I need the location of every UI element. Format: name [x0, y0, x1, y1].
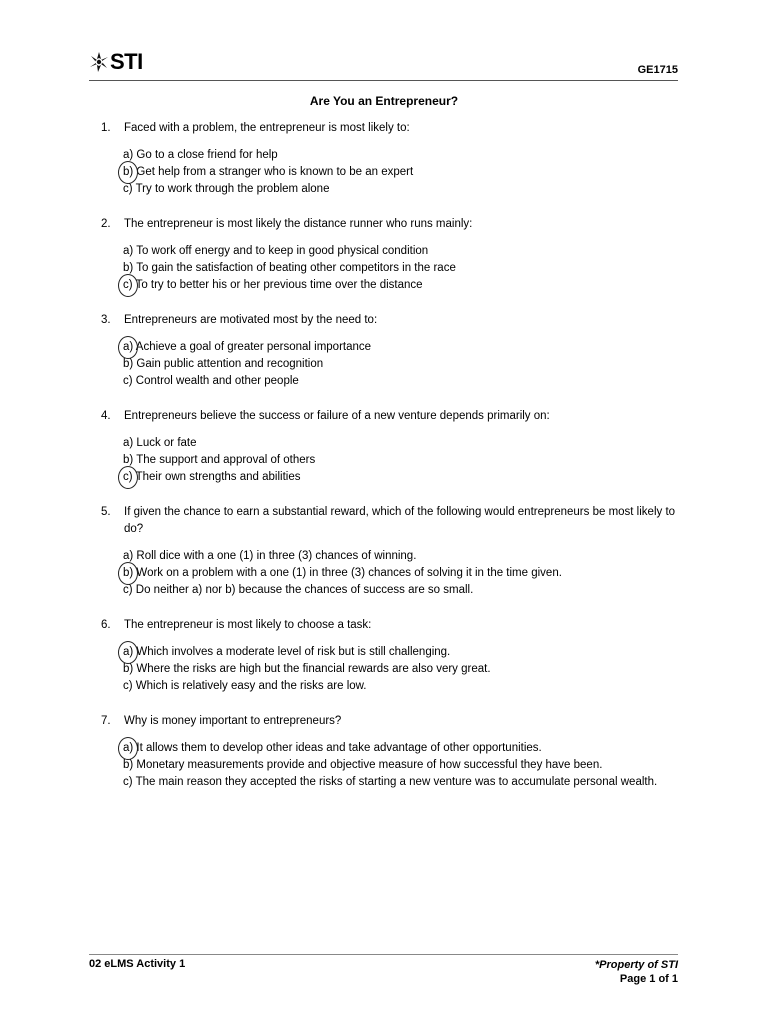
- answer-option: c) Try to work through the problem alone: [123, 183, 330, 195]
- question-number: 2.: [101, 218, 111, 230]
- question-item: [101, 408, 681, 486]
- sti-logo: [89, 50, 143, 74]
- question-text: Faced with a problem, the entrepreneur is most likely to:: [124, 122, 410, 134]
- question-text: Why is money important to entrepreneurs?: [124, 715, 342, 727]
- question-text: The entrepreneur is most likely the distance runner who runs mainly:: [124, 218, 473, 230]
- question-item: [101, 504, 681, 599]
- question-text: If given the chance to earn a substantial reward, which of the following would entrepreneurs be most likely to do?: [124, 506, 676, 535]
- question-number: 4.: [101, 410, 111, 422]
- answer-options: [123, 435, 681, 486]
- answer-options: [123, 644, 681, 695]
- answer-option: b) Monetary measurements provide and objective measure of how successful they have been.: [123, 759, 603, 771]
- answer-option-selected: b) Get help from a stranger who is known to be an expert: [123, 164, 681, 181]
- page-number: Page 1 of 1: [619, 973, 678, 985]
- answer-option-selected: c) Their own strengths and abilities: [123, 469, 681, 486]
- logo-text: STI: [110, 49, 143, 74]
- page-header: [89, 50, 678, 80]
- page-title: Are You an Entrepreneur?: [309, 94, 459, 108]
- question-text: Entrepreneurs believe the success or failure of a new venture depends primarily on:: [124, 410, 550, 422]
- answer-option-selected: b) Work on a problem with a one (1) in three (3) chances of solving it in the time given.: [123, 565, 681, 582]
- answer-option: b) Where the risks are high but the financial rewards are also very great.: [123, 663, 491, 675]
- question-list: [101, 120, 681, 809]
- answer-options: [123, 740, 681, 791]
- footer-divider: [89, 954, 678, 955]
- answer-option-selected: a) Which involves a moderate level of risk but is still challenging.: [123, 644, 681, 661]
- question-number: 1.: [101, 122, 111, 134]
- answer-option: a) Roll dice with a one (1) in three (3) chances of winning.: [123, 550, 417, 562]
- question-number: 7.: [101, 715, 111, 727]
- question-text: The entrepreneur is most likely to choose a task:: [124, 619, 372, 631]
- header-divider: [89, 80, 678, 81]
- property-notice: *Property of STI: [594, 959, 678, 971]
- answer-option-selected: a) Achieve a goal of greater personal importance: [123, 339, 681, 356]
- answer-options: [123, 243, 681, 294]
- sti-logo-mark-icon: [89, 51, 109, 73]
- answer-option: c) Which is relatively easy and the risks are low.: [123, 680, 367, 692]
- answer-options: [123, 339, 681, 390]
- question-item: [101, 617, 681, 695]
- answer-options: [123, 147, 681, 198]
- answer-option: c) Control wealth and other people: [123, 375, 299, 387]
- answer-options: [123, 548, 681, 599]
- question-item: [101, 216, 681, 294]
- question-number: 6.: [101, 619, 111, 631]
- answer-option: a) Go to a close friend for help: [123, 149, 278, 161]
- answer-option-selected: a) It allows them to develop other ideas and take advantage of other opportunities.: [123, 740, 681, 757]
- footer-activity-label: 02 eLMS Activity 1: [89, 958, 186, 970]
- answer-option: a) To work off energy and to keep in good physical condition: [123, 245, 429, 257]
- question-item: [101, 713, 681, 791]
- question-item: [101, 120, 681, 198]
- question-number: 3.: [101, 314, 111, 326]
- answer-option: a) Luck or fate: [123, 437, 197, 449]
- question-number: 5.: [101, 506, 111, 518]
- answer-option: c) Do neither a) nor b) because the chances of success are so small.: [123, 584, 474, 596]
- answer-option: b) Gain public attention and recognition: [123, 358, 324, 370]
- footer-right: [595, 958, 678, 986]
- question-item: [101, 312, 681, 390]
- document-code: GE1715: [637, 64, 678, 76]
- answer-option: b) The support and approval of others: [123, 454, 316, 466]
- answer-option-selected: c) To try to better his or her previous time over the distance: [123, 277, 681, 294]
- question-text: Entrepreneurs are motivated most by the need to:: [124, 314, 378, 326]
- answer-option: b) To gain the satisfaction of beating other competitors in the race: [123, 262, 456, 274]
- answer-option: c) The main reason they accepted the risks of starting a new venture was to accumulate personal wealth.: [123, 776, 658, 788]
